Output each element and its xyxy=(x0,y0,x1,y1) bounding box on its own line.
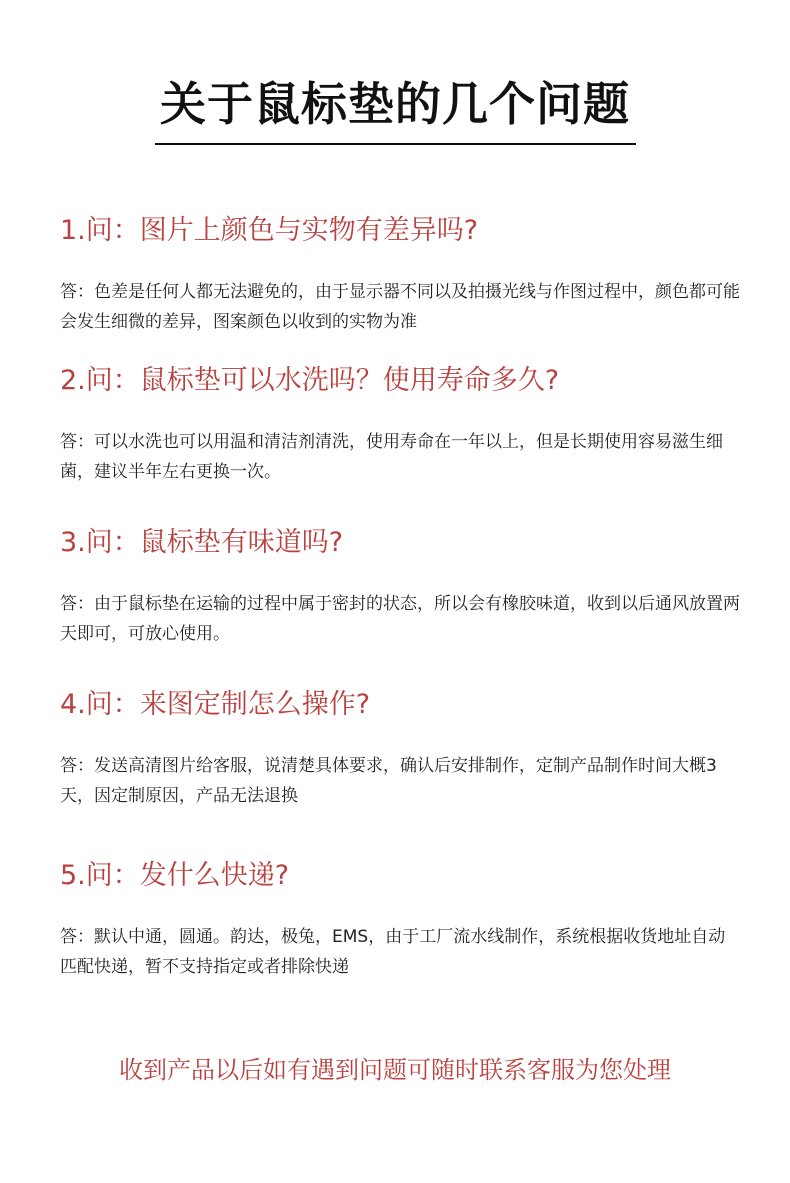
faq-question: 2.问：鼠标垫可以水洗吗？使用寿命多久? xyxy=(60,365,560,396)
faq-answer: 答：由于鼠标垫在运输的过程中属于密封的状态，所以会有橡胶味道，收到以后通风放置两天即可，可放心使用。 xyxy=(60,594,740,644)
faq-question: 5.问：发什么快递? xyxy=(60,860,290,891)
title-underline xyxy=(155,143,636,145)
faq-question: 1.问：图片上颜色与实物有差异吗? xyxy=(60,215,479,246)
faq-item-2 xyxy=(60,363,740,487)
faq-item-1 xyxy=(60,213,740,337)
faq-answer: 答：默认中通，圆通。韵达，极兔，EMS，由于工厂流水线制作，系统根据收货地址自动匹配快递，暂不支持指定或者排除快递 xyxy=(60,927,726,977)
faq-item-5 xyxy=(60,858,740,982)
footer-note: 收到产品以后如有遇到问题可随时联系客服为您处理 xyxy=(119,1056,671,1084)
faq-item-4 xyxy=(60,687,740,811)
page-title: 关于鼠标垫的几个问题 xyxy=(160,77,630,131)
title-area xyxy=(0,74,790,134)
faq-question: 4.问：来图定制怎么操作? xyxy=(60,689,371,720)
faq-question: 3.问：鼠标垫有味道吗? xyxy=(60,527,344,558)
faq-item-3 xyxy=(60,525,740,649)
faq-answer: 答：发送高清图片给客服，说清楚具体要求，确认后安排制作，定制产品制作时间大概3天，因定制原因，产品无法退换 xyxy=(60,756,717,806)
faq-answer: 答：可以水洗也可以用温和清洁剂清洗，使用寿命在一年以上，但是长期使用容易滋生细菌，建议半年左右更换一次。 xyxy=(60,432,723,482)
faq-answer: 答：色差是任何人都无法避免的，由于显示器不同以及拍摄光线与作图过程中，颜色都可能会发生细微的差异，图案颜色以收到的实物为准 xyxy=(60,282,740,332)
